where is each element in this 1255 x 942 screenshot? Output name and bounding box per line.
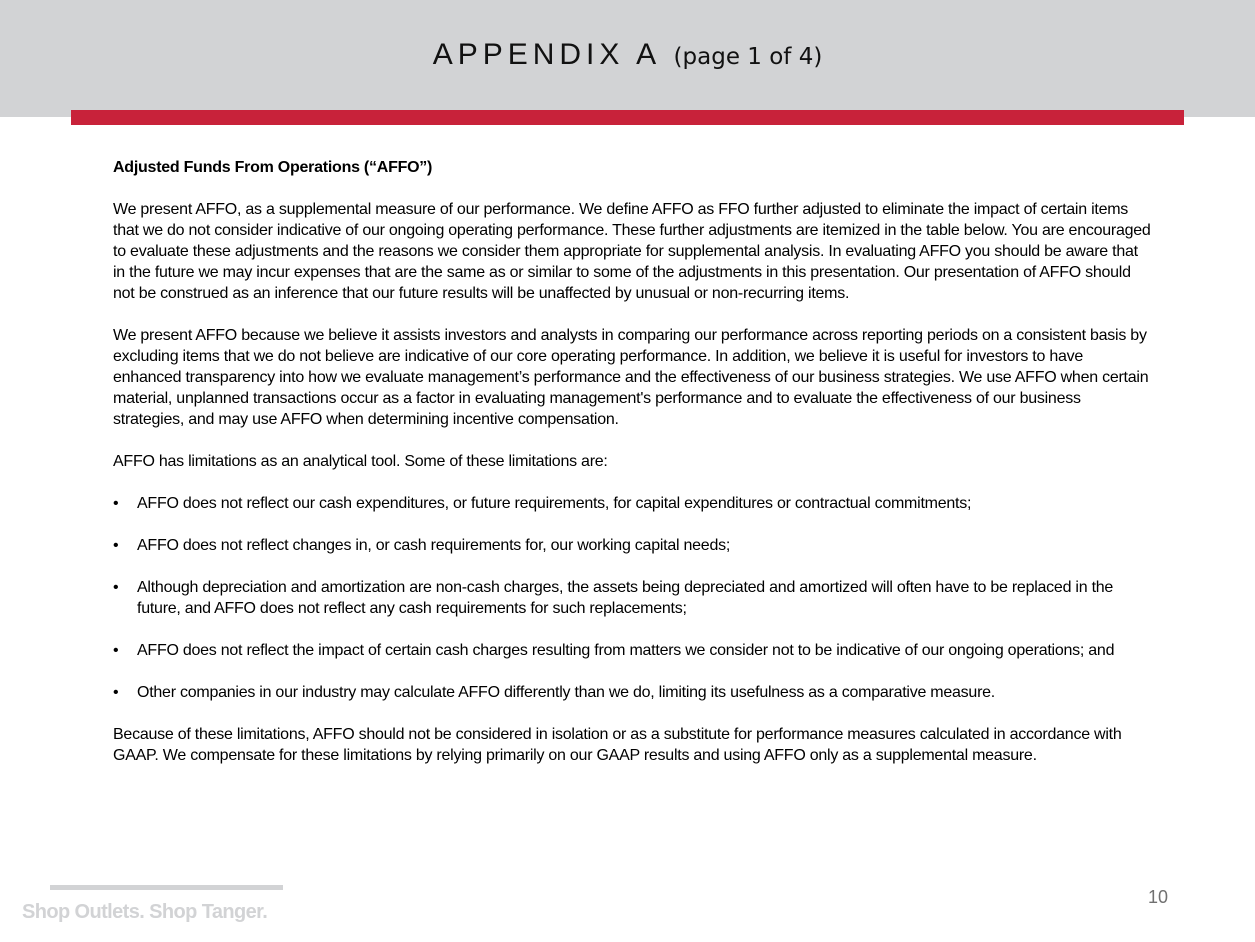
bullet-item [113,535,1153,556]
section-heading: Adjusted Funds From Operations (“AFFO”) [113,159,433,176]
document-body [113,157,1153,787]
bullet-icon: • [113,537,119,554]
paragraph-limitations-intro: AFFO has limitations as an analytical tool. Some of these limitations are: [113,453,608,470]
bullet-item [113,577,1153,619]
bullet-icon: • [113,684,119,701]
footer-rule [50,885,283,890]
page-number: 10 [1148,887,1169,907]
paragraph-definition: We present AFFO, as a supplemental measure of our performance. We define AFFO as FFO further adjusted to eliminate the impact of certain items that we do not consider indicative of our ongoing operating performance. These further adjustments are itemized in the table below. You are encouraged to evaluate these adjustments and the reasons we consider them appropriate for supplemental analysis. In evaluating AFFO you should be aware that in the future we may incur expenses that are the same as or similar to some of the adjustments in this presentation. Our presentation of AFFO should not be construed as an inference that our future results will be unaffected by unusual or non-recurring items. [113,201,1151,302]
page-title [0,38,1255,72]
bullet-text: Other companies in our industry may calculate AFFO differently than we do, limiting its usefulness as a comparative measure. [137,684,995,701]
paragraph-closing: Because of these limitations, AFFO should not be considered in isolation or as a substitute for performance measures calculated in accordance with GAAP. We compensate for these limitations by relying primarily on our GAAP results and using AFFO only as a supplemental measure. [113,726,1122,764]
bullet-icon: • [113,642,119,659]
bullet-icon: • [113,579,119,596]
footer-tagline: Shop Outlets. Shop Tanger. [22,901,268,923]
bullet-item [113,682,1153,703]
bullet-icon: • [113,495,119,512]
title-page-indicator: (page 1 of 4) [673,44,823,70]
bullet-text: AFFO does not reflect the impact of certain cash charges resulting from matters we consider not to be indicative of our ongoing operations; and [137,642,1115,659]
bullet-item [113,640,1153,661]
bullet-text: AFFO does not reflect our cash expenditures, or future requirements, for capital expenditures or contractual commitments; [137,495,972,512]
bullet-text: AFFO does not reflect changes in, or cash requirements for, our working capital needs; [137,537,731,554]
paragraph-rationale: We present AFFO because we believe it assists investors and analysts in comparing our performance across reporting periods on a consistent basis by excluding items that we do not believe are indicative of our core operating performance. In addition, we believe it is useful for investors to have enhanced transparency into how we evaluate management’s performance and the effectiveness of our business strategies. We use AFFO when certain material, unplanned transactions occur as a factor in evaluating management's performance and to evaluate the effectiveness of our business strategies, and may use AFFO when determining incentive compensation. [113,327,1149,428]
accent-bar [71,110,1184,125]
title-main: APPENDIX A [432,38,662,71]
bullet-item [113,493,1153,514]
bullet-text: Although depreciation and amortization are non-cash charges, the assets being depreciated and amortized will often have to be replaced in the future, and AFFO does not reflect any cash requirements for such replacements; [137,579,1114,617]
